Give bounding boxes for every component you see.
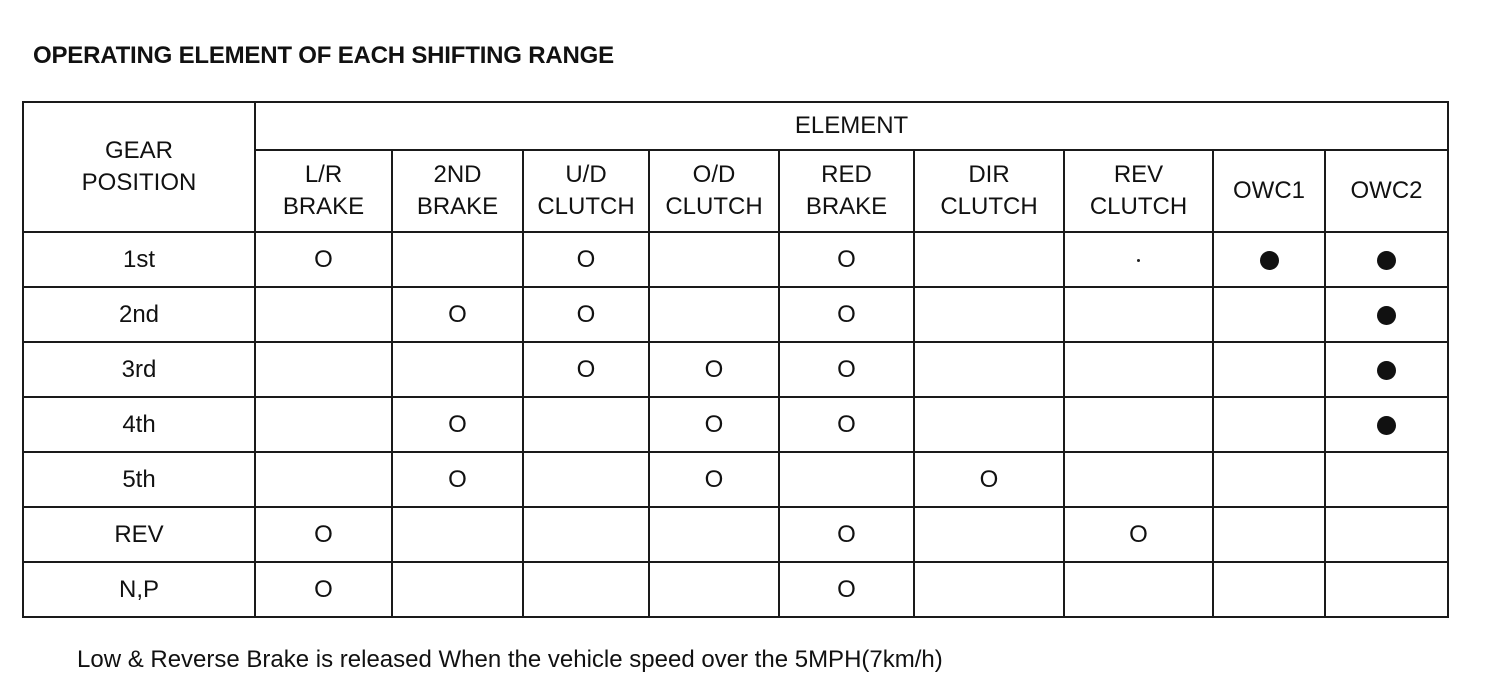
element-cell (523, 342, 649, 397)
element-cell (523, 287, 649, 342)
column-header-line2: CLUTCH (665, 193, 763, 220)
element-cell (523, 562, 649, 617)
filled-circle-icon (1377, 251, 1396, 270)
column-header (914, 150, 1064, 232)
gear-position-cell: REV (23, 507, 255, 562)
gear-position-cell: N,P (23, 562, 255, 617)
element-cell (779, 562, 914, 617)
gear-header-line1: GEAR (104, 137, 173, 164)
table-row (23, 287, 1448, 342)
element-cell (255, 287, 392, 342)
open-circle-mark: O (837, 300, 856, 328)
element-cell (1325, 452, 1448, 507)
column-header (1064, 150, 1213, 232)
element-cell (1213, 287, 1325, 342)
element-cell (1064, 287, 1213, 342)
element-cell (1064, 232, 1213, 287)
element-cell (649, 397, 779, 452)
column-header-line1: REV (1113, 161, 1164, 188)
element-cell (779, 287, 914, 342)
table-body (23, 232, 1448, 617)
column-header-line2: BRAKE (805, 193, 888, 220)
element-cell (1213, 562, 1325, 617)
element-cell (649, 562, 779, 617)
open-circle-mark: O (704, 465, 724, 493)
filled-circle-icon (1377, 306, 1396, 325)
open-circle-mark: O (448, 410, 467, 438)
column-header-line2: BRAKE (416, 193, 499, 220)
element-cell (1064, 507, 1213, 562)
open-circle-mark: O (314, 245, 333, 273)
column-header-line1: DIR (968, 161, 1010, 188)
element-cell (255, 452, 392, 507)
element-cell (779, 342, 914, 397)
open-circle-mark: O (704, 410, 724, 438)
column-header-line2: CLUTCH (1089, 193, 1188, 220)
table-row (23, 562, 1448, 617)
table-row (23, 397, 1448, 452)
element-cell (523, 232, 649, 287)
element-cell (1325, 342, 1448, 397)
table-row (23, 232, 1448, 287)
element-cell (914, 342, 1064, 397)
element-cell (779, 452, 914, 507)
open-circle-mark: O (448, 465, 467, 493)
column-header (523, 150, 649, 232)
open-circle-mark: O (704, 355, 724, 383)
element-cell (1325, 562, 1448, 617)
shifting-range-table (22, 101, 1449, 618)
element-cell (523, 507, 649, 562)
column-header-line2: CLUTCH (537, 193, 635, 220)
small-dot-icon (1137, 259, 1140, 262)
column-header (649, 150, 779, 232)
element-cell (649, 452, 779, 507)
column-header-line1: 2ND (433, 161, 482, 188)
open-circle-mark: O (1129, 520, 1148, 548)
column-header (779, 150, 914, 232)
element-cell (914, 287, 1064, 342)
element-cell (1213, 232, 1325, 287)
element-cell (1213, 397, 1325, 452)
element-cell (1213, 342, 1325, 397)
open-circle-mark: O (837, 355, 856, 383)
table-row (23, 452, 1448, 507)
element-cell (255, 232, 392, 287)
column-header-line1: OWC2 (1350, 177, 1423, 204)
filled-circle-icon (1377, 416, 1396, 435)
element-cell (392, 342, 523, 397)
element-cell (392, 452, 523, 507)
column-header (1325, 150, 1448, 232)
gear-header-line2: POSITION (81, 169, 197, 196)
element-cell (914, 562, 1064, 617)
table-row (23, 507, 1448, 562)
element-cell (914, 232, 1064, 287)
column-header-line1: U/D (565, 161, 607, 188)
table-row (23, 342, 1448, 397)
element-cell (914, 507, 1064, 562)
gear-position-cell: 1st (23, 232, 255, 287)
element-cell (649, 287, 779, 342)
element-cell (392, 287, 523, 342)
element-cell (255, 562, 392, 617)
open-circle-mark: O (837, 520, 856, 548)
open-circle-mark: O (448, 300, 467, 328)
column-header-line1: RED (821, 161, 872, 188)
page-title: OPERATING ELEMENT OF EACH SHIFTING RANGE (33, 42, 614, 69)
element-cell (255, 507, 392, 562)
column-header-line1: O/D (692, 161, 736, 188)
column-header-line2: CLUTCH (940, 193, 1038, 220)
element-cell (1064, 397, 1213, 452)
column-header (255, 150, 392, 232)
element-cell (392, 562, 523, 617)
element-cell (1064, 452, 1213, 507)
element-cell (1325, 287, 1448, 342)
open-circle-mark: O (314, 520, 333, 548)
gear-position-cell: 5th (23, 452, 255, 507)
open-circle-mark: O (837, 410, 856, 438)
element-cell (914, 452, 1064, 507)
open-circle-mark: O (576, 245, 596, 273)
element-cell (649, 342, 779, 397)
footnote: Low & Reverse Brake is released When the vehicle speed over the 5MPH(7km/h) (77, 646, 943, 673)
gear-position-cell: 3rd (23, 342, 255, 397)
element-cell (649, 232, 779, 287)
element-cell (779, 232, 914, 287)
column-header-line2: BRAKE (282, 193, 365, 220)
open-circle-mark: O (314, 575, 333, 603)
element-cell (523, 397, 649, 452)
element-cell (1325, 507, 1448, 562)
element-cell (1213, 452, 1325, 507)
column-header-line1: OWC1 (1233, 177, 1305, 204)
element-cell (1064, 562, 1213, 617)
element-cell (255, 397, 392, 452)
gear-position-cell: 4th (23, 397, 255, 452)
filled-circle-icon (1260, 251, 1279, 270)
open-circle-mark: O (837, 245, 856, 273)
element-cell (779, 507, 914, 562)
element-cell (779, 397, 914, 452)
gear-position-cell: 2nd (23, 287, 255, 342)
element-cell (1213, 507, 1325, 562)
element-cell (1064, 342, 1213, 397)
gear-position-header (23, 102, 255, 232)
column-header (1213, 150, 1325, 232)
open-circle-mark: O (837, 575, 856, 603)
open-circle-mark: O (979, 465, 999, 493)
element-cell (914, 397, 1064, 452)
filled-circle-icon (1377, 361, 1396, 380)
header-row-1 (23, 102, 1448, 150)
element-cell (1325, 397, 1448, 452)
open-circle-mark: O (576, 300, 596, 328)
element-cell (392, 397, 523, 452)
element-cell (523, 452, 649, 507)
column-header-line1: L/R (304, 161, 343, 188)
open-circle-mark: O (576, 355, 596, 383)
element-cell (649, 507, 779, 562)
column-header (392, 150, 523, 232)
element-cell (1325, 232, 1448, 287)
element-cell (392, 232, 523, 287)
element-cell (392, 507, 523, 562)
element-cell (255, 342, 392, 397)
element-header: ELEMENT (255, 102, 1448, 150)
